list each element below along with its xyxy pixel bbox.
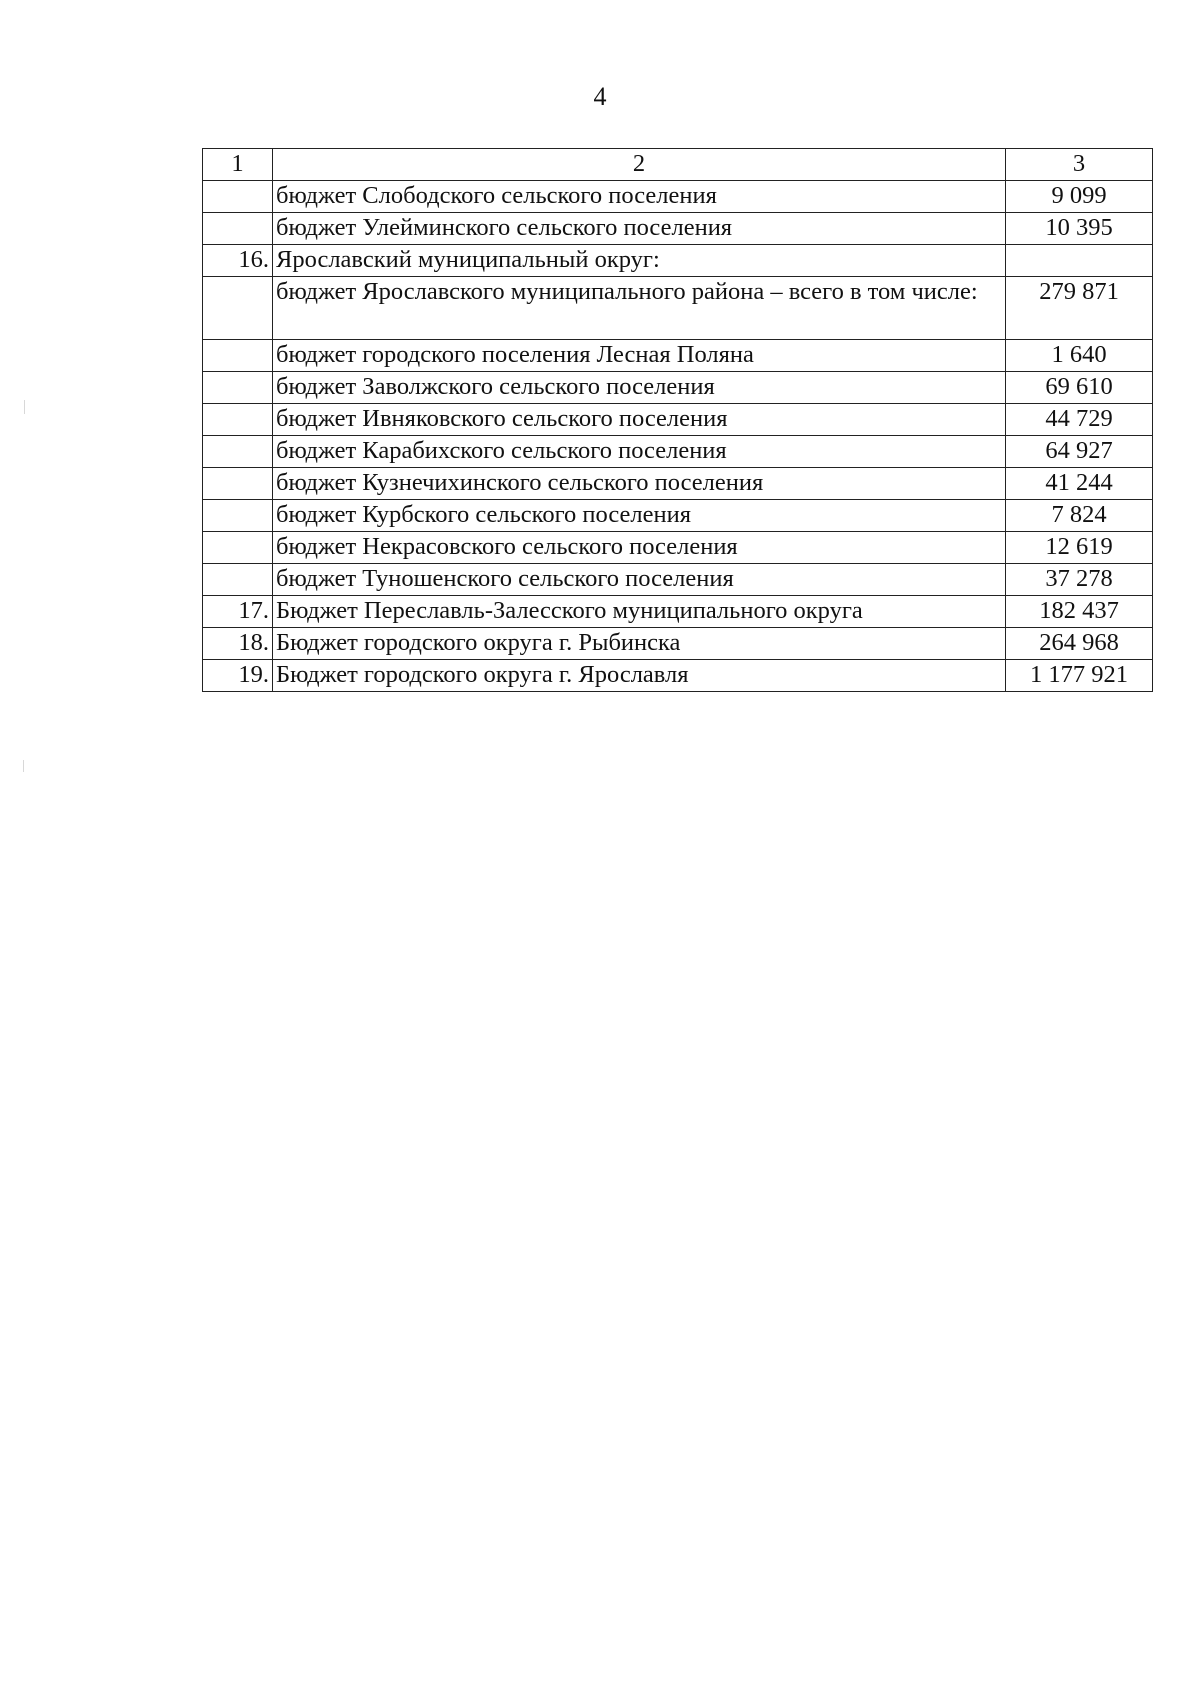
- table-header-row: [203, 149, 1153, 181]
- table-row: [203, 500, 1153, 532]
- row-name: Бюджет Переславль-Залесского муниципального округа: [273, 596, 1006, 628]
- row-value: 12 619: [1006, 532, 1153, 564]
- budget-table: [202, 148, 1153, 692]
- table-row: [203, 340, 1153, 372]
- row-number: 18.: [203, 628, 273, 660]
- row-value: 279 871: [1006, 277, 1153, 340]
- row-value: 1 177 921: [1006, 660, 1153, 692]
- row-value: 7 824: [1006, 500, 1153, 532]
- row-name: бюджет Некрасовского сельского поселения: [273, 532, 1006, 564]
- row-name: бюджет Курбского сельского поселения: [273, 500, 1006, 532]
- row-value: 37 278: [1006, 564, 1153, 596]
- table-row: [203, 372, 1153, 404]
- row-name: бюджет Кузнечихинского сельского поселения: [273, 468, 1006, 500]
- row-name: Бюджет городского округа г. Ярославля: [273, 660, 1006, 692]
- table-row: [203, 660, 1153, 692]
- column-header-2: 2: [273, 149, 1006, 181]
- table-row: [203, 596, 1153, 628]
- row-number: [203, 181, 273, 213]
- row-name: Бюджет городского округа г. Рыбинска: [273, 628, 1006, 660]
- table-row: [203, 628, 1153, 660]
- row-number: [203, 340, 273, 372]
- row-name: Ярославский муниципальный округ:: [273, 245, 1006, 277]
- row-number: [203, 500, 273, 532]
- row-name: бюджет Туношенского сельского поселения: [273, 564, 1006, 596]
- table-row: [203, 181, 1153, 213]
- column-header-3: 3: [1006, 149, 1153, 181]
- row-number: [203, 564, 273, 596]
- row-name: бюджет Ивняковского сельского поселения: [273, 404, 1006, 436]
- row-value: 264 968: [1006, 628, 1153, 660]
- row-value: [1006, 245, 1153, 277]
- row-value: 69 610: [1006, 372, 1153, 404]
- row-number: 16.: [203, 245, 273, 277]
- column-header-1: 1: [203, 149, 273, 181]
- row-name: бюджет городского поселения Лесная Поляна: [273, 340, 1006, 372]
- page-number: 4: [593, 82, 607, 111]
- row-number: [203, 468, 273, 500]
- row-value: 44 729: [1006, 404, 1153, 436]
- row-name: бюджет Заволжского сельского поселения: [273, 372, 1006, 404]
- table-row: [203, 213, 1153, 245]
- row-name: бюджет Слободского сельского поселения: [273, 181, 1006, 213]
- table-row: [203, 277, 1153, 340]
- row-number: 19.: [203, 660, 273, 692]
- row-number: [203, 404, 273, 436]
- row-name: бюджет Улейминского сельского поселения: [273, 213, 1006, 245]
- row-name: бюджет Ярославского муниципального района – всего в том числе:: [273, 277, 1006, 340]
- row-value: 9 099: [1006, 181, 1153, 213]
- row-number: [203, 532, 273, 564]
- table-row: [203, 564, 1153, 596]
- row-number: [203, 213, 273, 245]
- row-name: бюджет Карабихского сельского поселения: [273, 436, 1006, 468]
- row-value: 182 437: [1006, 596, 1153, 628]
- row-value: 10 395: [1006, 213, 1153, 245]
- row-number: [203, 436, 273, 468]
- scan-artifact: [24, 400, 25, 414]
- row-value: 1 640: [1006, 340, 1153, 372]
- row-number: [203, 277, 273, 340]
- table-row: [203, 468, 1153, 500]
- table-row: [203, 245, 1153, 277]
- row-value: 64 927: [1006, 436, 1153, 468]
- row-value: 41 244: [1006, 468, 1153, 500]
- row-number: 17.: [203, 596, 273, 628]
- table-row: [203, 436, 1153, 468]
- scan-artifact: [23, 760, 24, 772]
- row-number: [203, 372, 273, 404]
- table-row: [203, 532, 1153, 564]
- table-row: [203, 404, 1153, 436]
